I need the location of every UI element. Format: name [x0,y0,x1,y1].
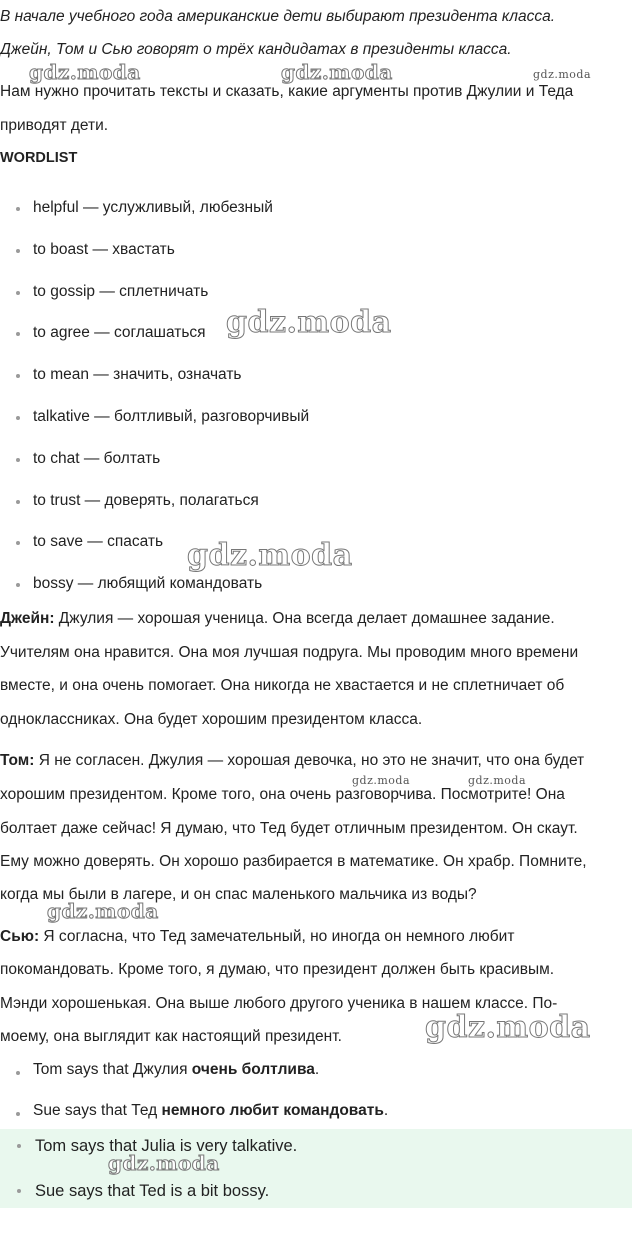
bullet-icon [16,500,20,504]
intro-line-1: В начале учебного года американские дети выбирают президента класса. [0,8,556,25]
tom-line-2: хорошим президентом. Кроме того, она очень разговорчива. Посмотрите! Она [0,786,565,803]
speaker-tom: Том: [0,752,35,769]
list-item: bossy — любящий командовать [0,572,309,614]
watermark-logo: gdz.moda [108,1151,220,1175]
watermark-logo: gdz.moda [468,774,527,787]
bullet-icon [16,332,20,336]
list-item: to trust — доверять, полагаться [0,489,309,531]
watermark-logo: gdz.moda [281,60,393,84]
answer-item: Tom says that Julia is very talkative. [0,1129,632,1163]
jane-line-4: одноклассниках. Она будет хорошим президентом класса. [0,711,423,728]
list-item: helpful — услужливый, любезный [0,196,309,238]
list-item: to boast — хвастать [0,238,309,280]
intro-line-2: Джейн, Том и Сью говорят о трёх кандидатах в президенты класса. [0,41,512,58]
list-item: talkative — болтливый, разговорчивый [0,405,309,447]
list-item: to mean — значить, означать [0,363,309,405]
task-line-2: приводят дети. [0,117,109,134]
list-item: to gossip — сплетничать [0,280,309,322]
sue-line-1: Сью: Я согласна, что Тед замечательный, но иногда он немного любит [0,928,515,945]
bullet-icon [16,1112,20,1116]
task-line-1: Нам нужно прочитать тексты и сказать, какие аргументы против Джулии и Теда [0,83,574,100]
bullet-icon [16,583,20,587]
list-item: to agree — соглашаться [0,321,309,363]
sue-line-2: покомандовать. Кроме того, я думаю, что президент должен быть красивым. [0,961,555,978]
bullet-icon [16,249,20,253]
speaker-jane: Джейн: [0,610,55,627]
tom-line-3: болтает даже сейчас! Я думаю, что Тед будет отличным президентом. Он скаут. [0,820,578,837]
bullet-icon [16,207,20,211]
bullet-icon [17,1144,21,1148]
tom-line-4: Ему можно доверять. Он хорошо разбирается в математике. Он храбр. Помните, [0,853,587,870]
bullet-icon [16,416,20,420]
jane-line-1: Джейн: Джулия — хорошая ученица. Она всегда делает домашнее задание. [0,610,555,627]
watermark-logo: gdz.moda [226,305,392,340]
watermark-logo: gdz.moda [29,60,141,84]
sue-line-3: Мэнди хорошенькая. Она выше любого другого ученика в нашем классе. По- [0,995,558,1012]
watermark-logo: gdz.moda [352,774,411,787]
wordlist-title: WORDLIST [0,150,78,166]
bullet-icon [16,541,20,545]
jane-line-2: Учителям она нравится. Она моя лучшая подруга. Мы проводим много времени [0,644,579,661]
tom-line-5: когда мы были в лагере, и он спас маленького мальчика из воды? [0,886,477,903]
bullet-icon [17,1189,21,1193]
tom-line-1: Том: Я не согласен. Джулия — хорошая девочка, но это не значит, что она будет [0,752,585,769]
answer-list [0,1129,632,1208]
bullet-icon [16,458,20,462]
answer-item: Sue says that Ted is a bit bossy. [0,1174,632,1208]
bullet-icon [16,291,20,295]
watermark-logo: gdz.moda [425,1010,591,1045]
bullet-icon [16,1071,20,1075]
summary-item-2: Sue says that Тед немного любит командовать. [0,1102,388,1120]
list-item: to chat — болтать [0,447,309,489]
speaker-sue: Сью: [0,928,40,945]
answer-box [0,1129,632,1208]
watermark-logo: gdz.moda [533,68,592,81]
summary-item-1: Tom says that Джулия очень болтлива. [0,1061,319,1079]
list-item: to save — спасать [0,530,309,572]
bullet-icon [16,374,20,378]
watermark-logo: gdz.moda [187,538,353,573]
watermark-logo: gdz.moda [47,899,159,923]
sue-line-4: моему, она выглядит как настоящий президент. [0,1028,342,1045]
jane-line-3: вместе, и она очень помогает. Она никогда не хвастается и не сплетничает об [0,677,565,694]
